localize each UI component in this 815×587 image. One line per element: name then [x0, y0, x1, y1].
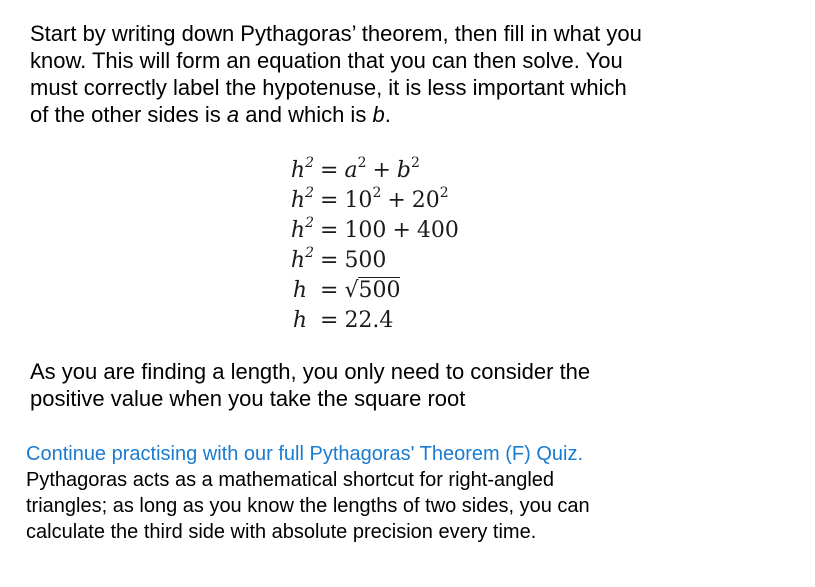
side-a-variable: a	[226, 102, 240, 127]
intro-line: must correctly label the hypotenuse, it is less important which	[30, 75, 627, 100]
equation-line	[276, 246, 459, 276]
eq-term: 10	[344, 188, 373, 213]
eq-term: 20	[411, 188, 440, 213]
worked-solution	[276, 156, 459, 336]
eq-lhs: h	[292, 308, 307, 333]
equation-line	[276, 306, 459, 336]
eq-equals: =	[320, 308, 339, 333]
eq-plus: +	[372, 158, 391, 183]
eq-term: a	[344, 158, 358, 183]
intro-text: .	[384, 102, 391, 127]
eq-plus: +	[392, 218, 411, 243]
eq-equals: =	[320, 248, 339, 273]
equation-line	[276, 276, 459, 306]
eq-lhs: h	[290, 158, 306, 183]
intro-line	[30, 101, 800, 128]
intro-text: and which is	[239, 102, 373, 127]
note-line: positive value when you take the square root	[30, 386, 466, 411]
equation-line	[276, 186, 459, 216]
eq-exponent: 2	[372, 184, 382, 201]
eq-lhs: h	[290, 188, 306, 213]
equation-line	[276, 156, 459, 186]
equation-line	[276, 216, 459, 246]
summary-line: calculate the third side with absolute precision every time.	[26, 521, 537, 543]
eq-lhs: h	[290, 248, 306, 273]
side-b-variable: b	[372, 102, 385, 127]
eq-equals: =	[320, 218, 339, 243]
summary-paragraph	[26, 467, 590, 545]
quiz-link[interactable]: Continue practising with our full Pythagoras' Theorem (F) Quiz.	[26, 443, 584, 465]
eq-term: 100	[344, 218, 387, 243]
intro-text: of the other sides is	[30, 102, 227, 127]
eq-result: 22.4	[344, 308, 394, 333]
eq-exponent: 2	[305, 184, 314, 201]
eq-lhs: h	[292, 278, 307, 303]
positive-root-note	[30, 358, 590, 412]
eq-equals: =	[320, 158, 339, 183]
eq-term: 500	[344, 248, 387, 273]
summary-line: triangles; as long as you know the lengths of two sides, you can	[26, 495, 590, 517]
eq-exponent: 2	[305, 244, 314, 261]
eq-equals: =	[320, 278, 339, 303]
note-line: As you are finding a length, you only need to consider the	[30, 359, 591, 384]
eq-term: 500	[358, 278, 401, 303]
intro-line: Start by writing down Pythagoras’ theorem, then fill in what you	[30, 21, 642, 46]
eq-exponent: 2	[305, 214, 314, 231]
eq-plus: +	[387, 188, 406, 213]
eq-lhs: h	[290, 218, 306, 243]
summary-line: Pythagoras acts as a mathematical shortcut for right-angled	[26, 469, 555, 491]
eq-exponent: 2	[411, 154, 420, 171]
square-root-icon: √	[344, 278, 359, 303]
eq-term: 400	[416, 218, 459, 243]
eq-equals: =	[320, 188, 339, 213]
eq-term: b	[396, 158, 412, 183]
intro-line: know. This will form an equation that you can then solve. You	[30, 48, 623, 73]
eq-exponent: 2	[305, 154, 314, 171]
intro-paragraph	[30, 20, 800, 128]
eq-exponent: 2	[357, 154, 367, 171]
eq-exponent: 2	[439, 184, 449, 201]
